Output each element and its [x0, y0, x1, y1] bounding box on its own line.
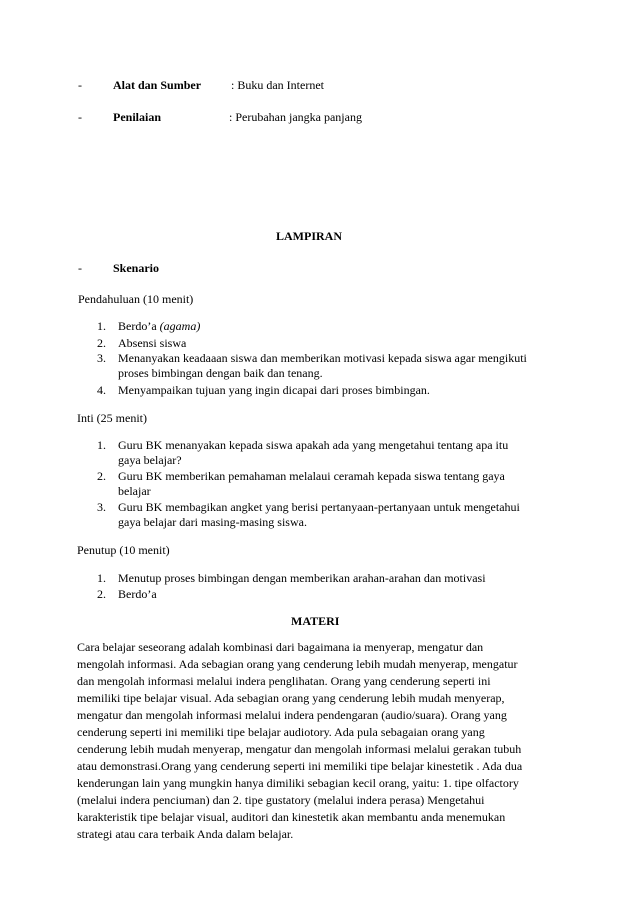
- materi-line: karakteristik tipe belajar visual, auditori dan kinestetik akan membantu anda menemukan: [77, 810, 506, 824]
- inti-item-text: Guru BK membagikan angket yang berisi pertanyaan-pertanyaan untuk mengetahui: [118, 500, 520, 514]
- materi-line: (melalui indera penciuman) dan 2. tipe gustatory (melalui indera perasa) Mengetahui: [77, 793, 485, 807]
- materi-line: dan mengolah informasi melalui indera penglihatan. Orang yang cenderung seperti ini: [77, 674, 491, 688]
- pendahuluan-item-num: 4.: [97, 383, 106, 397]
- penilaian-label: Penilaian: [113, 110, 162, 124]
- inti-item-num: 1.: [97, 438, 106, 452]
- materi-line: strategi atau cara terbaik Anda dalam belajar.: [77, 827, 294, 841]
- inti-item-num: 3.: [97, 500, 106, 514]
- inti-item-continuation: gaya belajar dari masing-masing siswa.: [118, 515, 307, 529]
- inti-item-text: Guru BK menanyakan kepada siswa apakah ada yang mengetahui tentang apa itu: [118, 438, 509, 452]
- materi-line: kenderungan lain yang mungkin hanya dimiliki sebagian kecil orang, yaitu: 1. tipe olfactory: [77, 776, 519, 790]
- materi-line: mengatur dan mengolah informasi melalui indera pendengaran (audio/suara). Orang yang: [77, 708, 507, 722]
- pendahuluan-item-italic: (agama): [159, 319, 201, 333]
- inti-item-num: 2.: [97, 469, 106, 483]
- pendahuluan-item-text: Berdo’a (agama): [118, 319, 201, 333]
- pendahuluan-item-text: Absensi siswa: [118, 336, 187, 350]
- materi-line: cenderung lebih mudah menyerap, mengatur dan mengolah informasi melalui gerakan tubuh: [77, 742, 522, 756]
- materi-line: memiliki tipe belajar visual. Ada sebagian orang yang cenderung lebih mudah menyerap,: [77, 691, 505, 705]
- pendahuluan-item-num: 1.: [97, 319, 106, 333]
- materi-line: mengolah informasi. Ada sebagian orang yang cenderung lebih mudah menyerap, mengatur: [77, 657, 518, 671]
- pendahuluan-item-continuation: proses bimbingan dengan baik dan tenang.: [118, 366, 323, 380]
- penutup-item-text: Menutup proses bimbingan dengan memberikan arahan-arahan dan motivasi: [118, 571, 486, 585]
- inti-item-continuation: belajar: [118, 484, 151, 498]
- pendahuluan-item-num: 2.: [97, 336, 106, 350]
- inti-item-text: Guru BK memberikan pemahaman melalaui ceramah kepada siswa tentang gaya: [118, 469, 505, 483]
- pendahuluan-heading: Pendahuluan (10 menit): [78, 292, 194, 306]
- alat-value: : Buku dan Internet: [231, 78, 324, 92]
- penutup-item-text: Berdo’a: [118, 587, 157, 601]
- materi-line: cenderung seperti ini memiliki tipe belajar audiotory. Ada pula sebagaian orang yang: [77, 725, 485, 739]
- pendahuluan-item-text: Menanyakan keadaaan siswa dan memberikan motivasi kepada siswa agar mengikuti: [118, 351, 527, 365]
- inti-heading: Inti (25 menit): [77, 411, 147, 425]
- alat-dash: -: [78, 78, 82, 92]
- skenario-label: Skenario: [113, 261, 160, 275]
- materi-title: MATERI: [291, 614, 340, 628]
- penilaian-dash: -: [78, 110, 82, 124]
- penutup-item-num: 2.: [97, 587, 106, 601]
- materi-line: Cara belajar seseorang adalah kombinasi dari bagaimana ia menyerap, mengatur dan: [77, 640, 484, 654]
- inti-item-continuation: gaya belajar?: [118, 453, 182, 467]
- penutup-item-num: 1.: [97, 571, 106, 585]
- lampiran-title: LAMPIRAN: [276, 229, 342, 243]
- pendahuluan-item-num: 3.: [97, 351, 106, 365]
- materi-paragraph: [77, 639, 567, 843]
- skenario-dash: -: [78, 261, 82, 275]
- penilaian-value: : Perubahan jangka panjang: [229, 110, 362, 124]
- pendahuluan-item-text: Menyampaikan tujuan yang ingin dicapai dari proses bimbingan.: [118, 383, 430, 397]
- alat-label: Alat dan Sumber: [113, 78, 202, 92]
- materi-line: atau demonstrasi.Orang yang cenderung seperti ini memiliki tipe belajar kinestetik . Ada dua: [77, 759, 523, 773]
- penutup-heading: Penutup (10 menit): [77, 543, 170, 557]
